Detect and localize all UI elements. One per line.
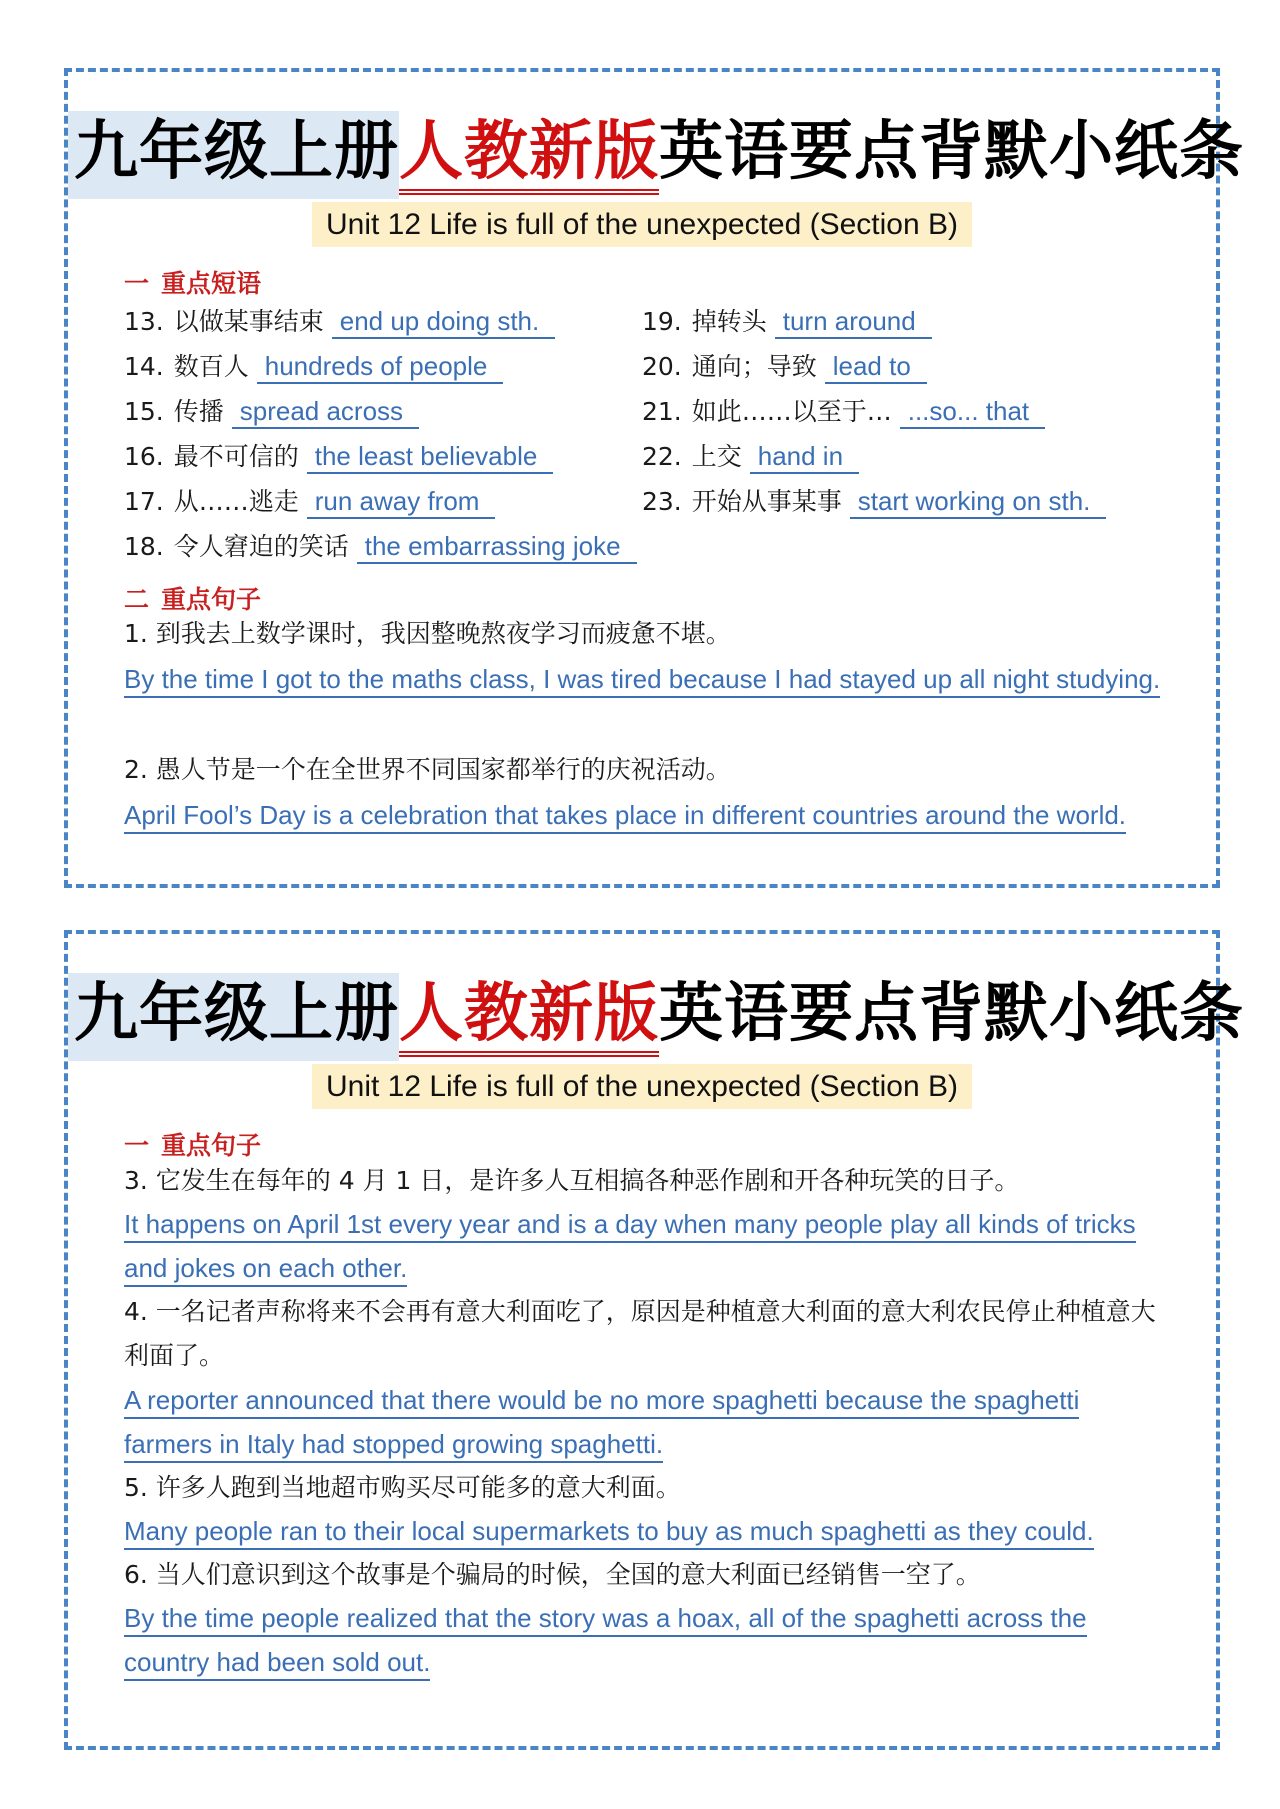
sentence-chinese: 2. 愚人节是一个在全世界不同国家都举行的庆祝活动。 xyxy=(124,755,731,784)
unit-heading: Unit 12 Life is full of the unexpected (Section B) xyxy=(68,1070,1216,1104)
phrase-item: 23. 开始从事某事 start working on sth. xyxy=(642,482,1106,519)
phrase-item: 17. 从……逃走 run away from xyxy=(124,482,495,519)
phrase-item: 13. 以做某事结束 end up doing sth. xyxy=(124,302,555,339)
section-heading-phrases: 一 重点短语 xyxy=(124,269,262,298)
phrase-item: 22. 上交 hand in xyxy=(642,437,859,474)
phrase-item: 15. 传播 spread across xyxy=(124,392,419,429)
phrase-item: 16. 最不可信的 the least believable xyxy=(124,437,553,474)
page-title xyxy=(68,100,1244,192)
title-edition: 人教新版 xyxy=(399,115,659,195)
unit-heading: Unit 12 Life is full of the unexpected (Section B) xyxy=(68,208,1216,242)
section-heading-sentences: 二 重点句子 xyxy=(124,585,262,614)
sentence-english: Many people ran to their local supermarkets to buy as much spaghetti as they could. xyxy=(124,1509,1164,1553)
section-heading-sentences: 一 重点句子 xyxy=(124,1131,262,1160)
sentence-english: By the time I got to the maths class, I was tired because I had stayed up all night studying. xyxy=(124,657,1164,701)
phrase-item: 18. 令人窘迫的笑话 the embarrassing joke xyxy=(124,527,637,564)
sentence-chinese: 5. 许多人跑到当地超市购买尽可能多的意大利面。 xyxy=(124,1473,681,1502)
sentence-chinese: 1. 到我去上数学课时，我因整晚熬夜学习而疲惫不堪。 xyxy=(124,619,731,648)
phrase-item: 21. 如此……以至于… ...so... that xyxy=(642,392,1045,429)
title-edition: 人教新版 xyxy=(399,977,659,1057)
sentence-chinese: 4. 一名记者声称将来不会再有意大利面吃了，原因是种植意大利面的意大利农民停止种植意大利面了。 xyxy=(124,1297,1156,1370)
title-grade: 九年级上册 xyxy=(68,111,399,199)
title-grade: 九年级上册 xyxy=(68,973,399,1061)
sentence-english: By the time people realized that the story was a hoax, all of the spaghetti across the country had been sold out. xyxy=(124,1596,1164,1684)
sentence-chinese: 6. 当人们意识到这个故事是个骗局的时候，全国的意大利面已经销售一空了。 xyxy=(124,1560,981,1589)
phrase-item: 19. 掉转头 turn around xyxy=(642,302,932,339)
title-subject: 英语要点背默小纸条 xyxy=(659,115,1244,189)
phrase-item: 20. 通向；导致 lead to xyxy=(642,347,927,384)
sentence-chinese: 3. 它发生在每年的 4 月 1 日，是许多人互相搞各种恶作剧和开各种玩笑的日子。 xyxy=(124,1166,1020,1195)
sentence-english: It happens on April 1st every year and is a day when many people play all kinds of tricks and jokes on each other. xyxy=(124,1202,1164,1290)
sentence-english: A reporter announced that there would be no more spaghetti because the spaghetti farmers in Italy had stopped growing spaghetti. xyxy=(124,1378,1164,1466)
note-card-1 xyxy=(64,68,1244,888)
sentence-english: April Fool’s Day is a celebration that takes place in different countries around the world. xyxy=(124,793,1164,837)
phrase-item: 14. 数百人 hundreds of people xyxy=(124,347,503,384)
title-subject: 英语要点背默小纸条 xyxy=(659,977,1244,1051)
note-card-2 xyxy=(64,930,1244,1750)
page-title xyxy=(68,962,1244,1054)
